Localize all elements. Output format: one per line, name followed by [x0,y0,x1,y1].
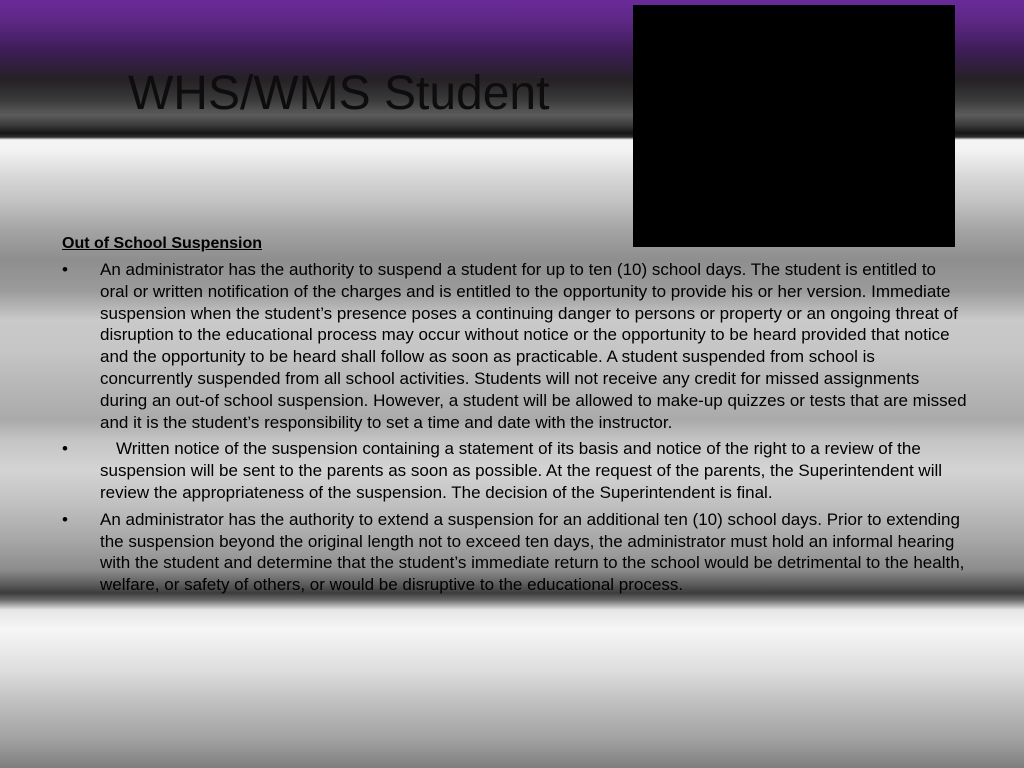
bullet-dot: • [62,260,68,279]
bullet-text-3: An administrator has the authority to extend a suspension for an additional ten (10) school days. Prior to extending the suspension beyond the original length not to exceed ten days, the administrator must hold an informal hearing with the student and determine that the student’s immediate return to the school would be detrimental to the health, welfare, or safety of others, or would be disruptive to the educational process. [100,509,965,595]
bullet-text-2: Written notice of the suspension containing a statement of its basis and notice of the right to a review of the suspension will be sent to the parents as soon as possible. At the request of the parents, the Superintendent will review the appropriateness of the suspension. The decision of the Superintendent is final. [100,439,943,502]
bullet-list [62,259,967,596]
bullet-text-1: An administrator has the authority to suspend a student for up to ten (10) school days. The student is entitled to oral or written notification of the charges and is entitled to the opportunity to provide his or her version. Immediate suspension when the student’s presence poses a continuing danger to persons or property or an ongoing threat of disruption to the educational process may occur without notice or the opportunity to be heard provided that notice and the opportunity to be heard shall follow as soon as practicable. A student suspended from school is concurrently suspended from all school activities. Students will not receive any credit for missed assignments during an out-of school suspension. However, a student will be allowed to make-up quizzes or tests that are missed and it is the student’s responsibility to set a time and date with the instructor. [100,260,967,432]
slide-body [62,233,967,601]
blacked-out-image [633,5,955,247]
bullet-item-2 [62,438,967,503]
bullet-item-3 [62,509,967,596]
bullet-dot: • [62,509,68,529]
bullet-dot: • [62,439,68,459]
slide-title: WHS/WMS Student [128,67,550,120]
bullet-item-1 [62,259,967,433]
section-heading: Out of School Suspension [62,235,262,252]
